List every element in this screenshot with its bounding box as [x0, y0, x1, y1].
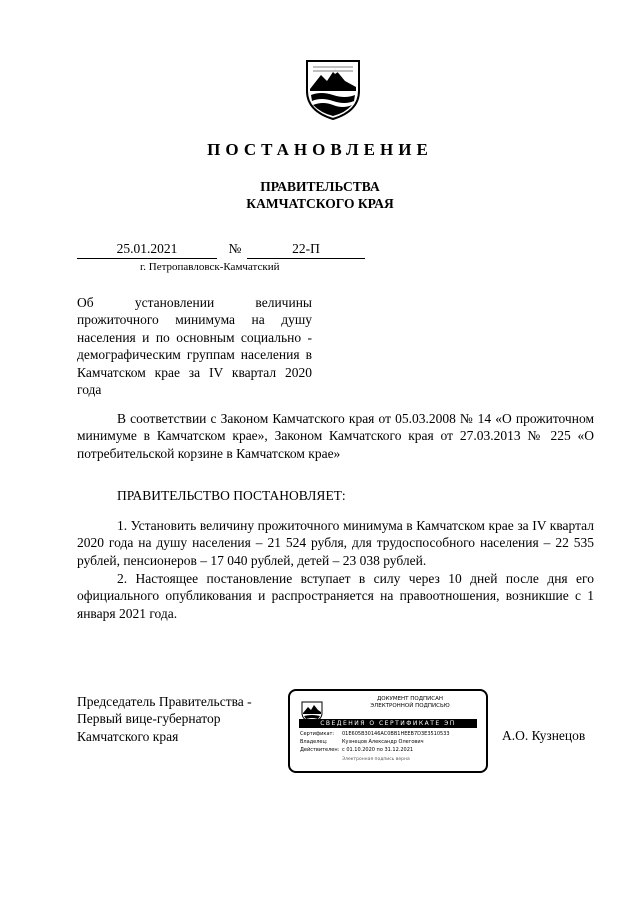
signatory-title-line-1: Председатель Правительства -: [77, 694, 252, 709]
item-2-text: 2. Настоящее постановление вступает в силу через 10 дней после дня его официального опубликования и распространяется на правоотношения, возникшие с 1 января 2021 года.: [77, 571, 594, 621]
document-subject: Об установлении величины прожиточного минимума на душу населения и по основным социально - демографическим группам населения в Камчатском крае за IV квартал 2020 года: [77, 295, 312, 398]
item-2-paragraph: [77, 570, 594, 622]
preamble-paragraph: [77, 410, 594, 462]
date-number-line: [77, 241, 365, 259]
stamp-valid-row: [300, 747, 413, 754]
signatory-title: [77, 693, 252, 745]
item-1-paragraph: [77, 517, 594, 569]
city-label: г. Петропавловск-Камчатский: [140, 261, 280, 273]
resolves-line: [77, 487, 594, 504]
owner-value: Кузнецов Александр Олегович: [342, 739, 424, 745]
coat-of-arms-icon: [301, 57, 365, 121]
cert-label: Сертификат:: [300, 731, 335, 737]
cert-value: 01E605B30146AC0BB1HEEB7D3E3510533: [342, 731, 450, 737]
resolves-text: ПРАВИТЕЛЬСТВО ПОСТАНОВЛЯЕТ:: [117, 488, 346, 503]
stamp-heading-line-1: ДОКУМЕНТ ПОДПИСАН: [376, 696, 444, 702]
authority-line-2: КАМЧАТСКОГО КРАЯ: [246, 196, 394, 211]
stamp-cert-row: [300, 731, 450, 738]
signatory-name: А.О. Кузнецов: [502, 728, 586, 743]
stamp-owner-row: [300, 739, 424, 746]
stamp-footer: Электронная подпись верна: [342, 757, 410, 762]
e-signature-stamp: [288, 689, 488, 773]
stamp-cert-bar: СВЕДЕНИЯ О СЕРТИФИКАТЕ ЭП: [299, 719, 477, 728]
stamp-heading-line-2: ЭЛЕКТРОННОЙ ПОДПИСЬЮ: [370, 703, 450, 709]
number-sign: №: [228, 241, 242, 256]
document-type: ПОСТАНОВЛЕНИЕ: [207, 140, 433, 159]
stamp-heading: [338, 696, 482, 710]
owner-label: Владелец:: [300, 739, 328, 745]
issuing-authority: [0, 178, 640, 212]
signatory-title-line-2: Первый вице-губернатор: [77, 711, 221, 727]
document-number: 22-П: [247, 241, 365, 259]
item-1-text: 1. Установить величину прожиточного минимума в Камчатском крае за IV квартал 2020 года на душу населения – 21 524 рубля, для трудоспособного населения – 22 535 рублей, пенсионеров – 17 040 рублей, детей – 23 038 рублей.: [77, 518, 594, 568]
signatory-title-line-3: Камчатского края: [77, 728, 179, 744]
valid-label: Действителен:: [300, 747, 340, 753]
preamble-text: В соответствии с Законом Камчатского края от 05.03.2008 № 14 «О прожиточном минимуме в Камчатском крае», Законом Камчатского края от 27.03.2013 № 225 «О потребительской корзине в Камчатском крае»: [77, 411, 594, 461]
authority-line-1: ПРАВИТЕЛЬСТВА: [260, 179, 380, 194]
valid-value: с 01.10.2020 по 31.12.2021: [342, 747, 414, 753]
document-date: 25.01.2021: [77, 241, 217, 259]
